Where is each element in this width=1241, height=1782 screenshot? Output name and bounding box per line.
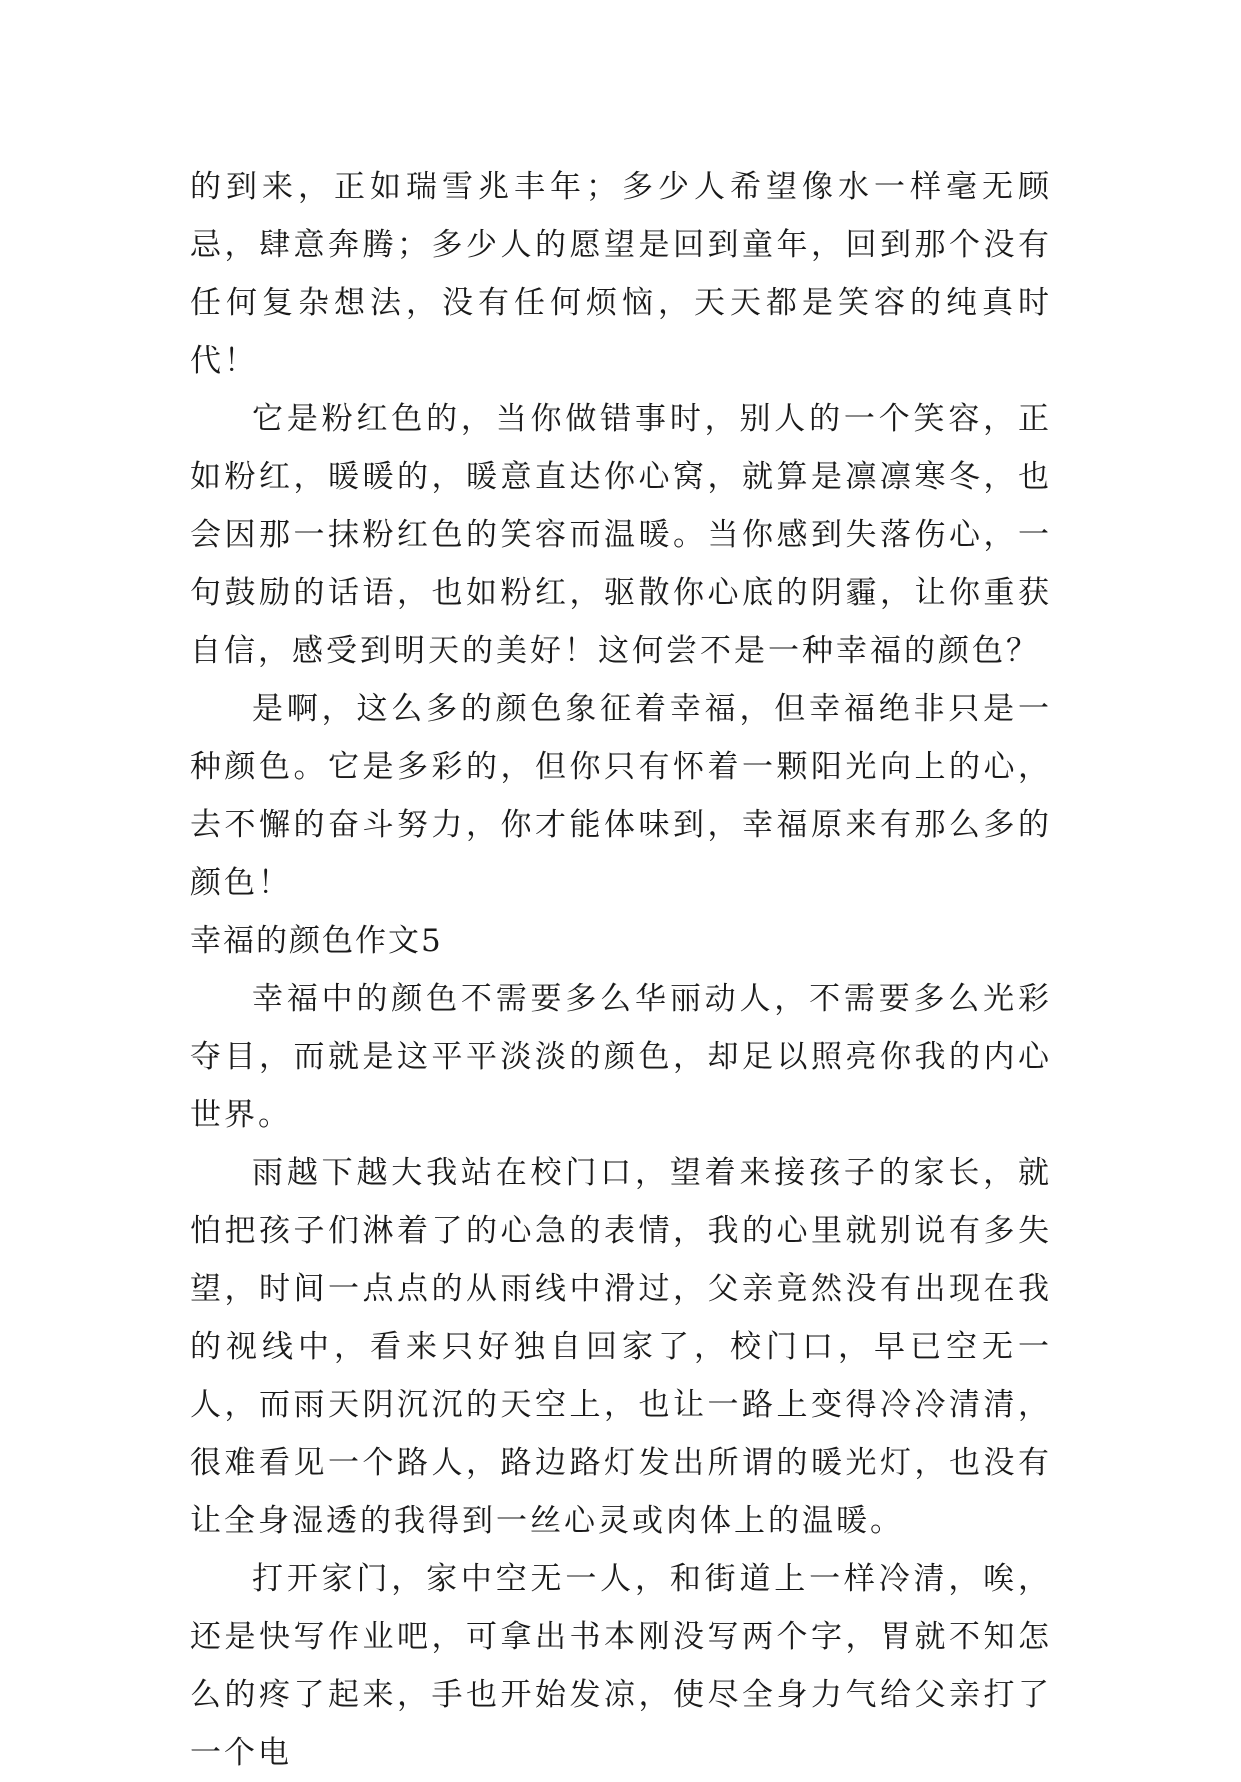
document-body [190, 158, 1052, 1782]
paragraph: 它是粉红色的，当你做错事时，别人的一个笑容，正如粉红，暖暖的，暖意直达你心窝，就算是凛凛寒冬，也会因那一抹粉红色的笑容而温暖。当你感到失落伤心，一句鼓励的话语，也如粉红，驱散你心底的阴霾，让你重获自信，感受到明天的美好！这何尝不是一种幸福的颜色？ [190, 401, 1052, 669]
paragraph: 雨越下越大我站在校门口，望着来接孩子的家长，就怕把孩子们淋着了的心急的表情，我的心里就别说有多失望，时间一点点的从雨线中滑过，父亲竟然没有出现在我的视线中，看来只好独自回家了，校门口，早已空无一人，而雨天阴沉沉的天空上，也让一路上变得冷冷清清，很难看见一个路人，路边路灯发出所谓的暖光灯，也没有让全身湿透的我得到一丝心灵或肉体上的温暖。 [190, 1155, 1052, 1539]
section-title: 幸福的颜色作文5 [190, 923, 443, 959]
paragraph: 幸福中的颜色不需要多么华丽动人，不需要多么光彩夺目，而就是这平平淡淡的颜色，却足以照亮你我的内心世界。 [190, 981, 1052, 1133]
paragraph: 的到来，正如瑞雪兆丰年；多少人希望像水一样毫无顾忌，肆意奔腾；多少人的愿望是回到童年，回到那个没有任何复杂想法，没有任何烦恼，天天都是笑容的纯真时代！ [190, 169, 1052, 379]
paragraph: 是啊，这么多的颜色象征着幸福，但幸福绝非只是一种颜色。它是多彩的，但你只有怀着一颗阳光向上的心，去不懈的奋斗努力，你才能体味到，幸福原来有那么多的颜色！ [190, 691, 1052, 901]
paragraph: 打开家门，家中空无一人，和街道上一样冷清，唉，还是快写作业吧，可拿出书本刚没写两个字，胃就不知怎么的疼了起来，手也开始发凉，使尽全身力气给父亲打了一个电 [190, 1561, 1052, 1771]
